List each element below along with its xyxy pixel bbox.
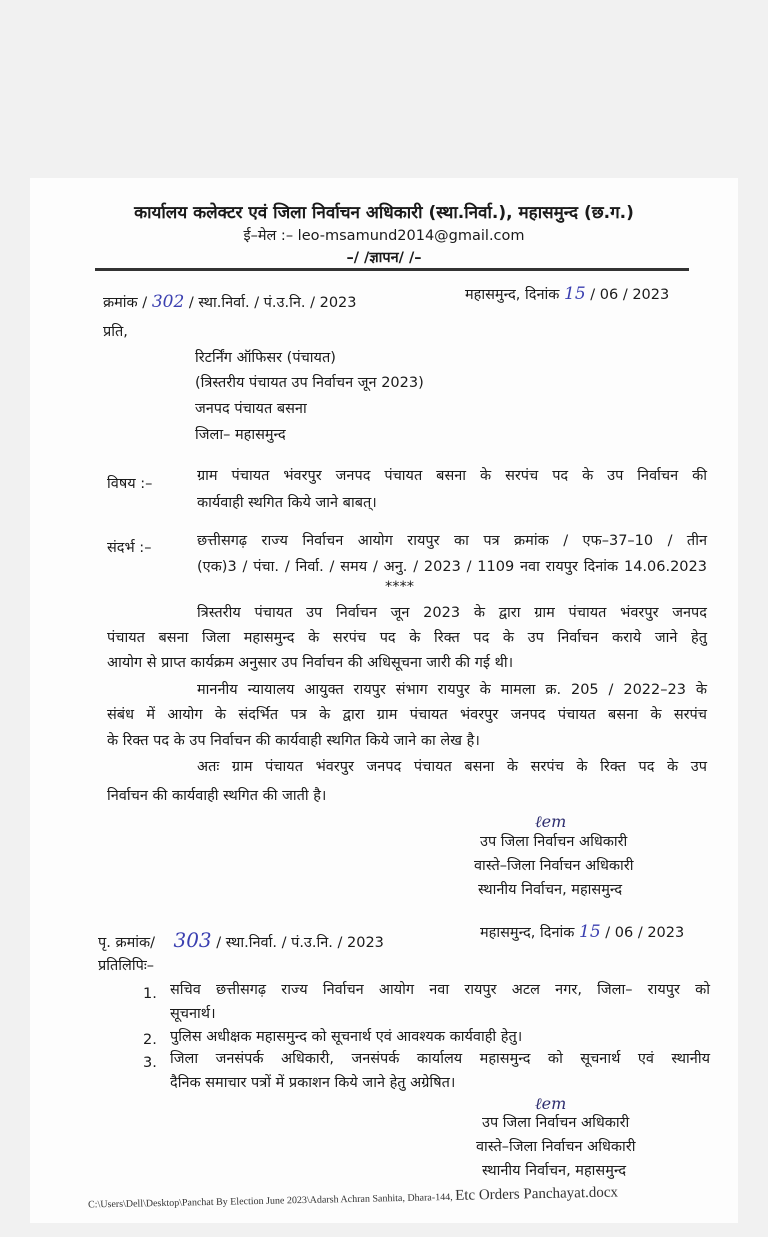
to-label: प्रति, [103,324,128,340]
signatory-title: उप जिला निर्वाचन अधिकारी [480,834,628,850]
memo-heading: –/ /ज्ञापन/ /– [346,250,422,266]
signature-scribble: ℓem [535,812,567,831]
separator: **** [385,579,414,595]
paragraph-3-line: अतः ग्राम पंचायत भंवरपुर जनपद पंचायत बसना के सरपंच के रिक्त पद के उप [197,759,707,775]
paragraph-2-line: माननीय न्यायालय आयुक्त रायपुर संभाग रायपुर के मामला क्र. 205 / 2022–23 के [197,682,707,698]
office-title: कार्यालय कलेक्टर एवं जिला निर्वाचन अधिकारी (स्था.निर्वा.), महासमुन्द (छ.ग.) [134,203,634,223]
reference-label: संदर्भ :– [107,540,152,556]
reference-line: छत्तीसगढ़ राज्य निर्वाचन आयोग रायपुर का पत्र क्रमांक / एफ–37–10 / तीन [197,533,707,549]
reference-number-2: पृ. क्रमांक/ 303 / स्था.निर्वा. / पं.उ.नि. / 2023 [98,928,384,952]
signature-scribble: ℓem [535,1094,567,1113]
signatory-title: वास्ते–जिला निर्वाचन अधिकारी [474,858,634,874]
copy-number: 3. [143,1055,157,1071]
paragraph-1-line: त्रिस्तरीय पंचायत उप निर्वाचन जून 2023 के द्वारा ग्राम पंचायत भंवरपुर जनपद [197,605,707,621]
paragraph-3-line: निर्वाचन की कार्यवाही स्थगित की जाती है। [107,788,327,804]
addressee-line: रिटर्निंग ऑफिसर (पंचायत) [195,350,336,366]
header-divider [95,268,689,271]
reference-line: (एक)3 / पंचा. / निर्वा. / समय / अनु. / 2023 / 1109 नवा रायपुर दिनांक 14.06.2023 [197,559,707,575]
subject-line: कार्यवाही स्थगित किये जाने बाबत्। [197,495,377,511]
paragraph-1-line: पंचायत बसना जिला महासमुन्द के सरपंच पद के रिक्त पद के उप निर्वाचन कराये जाने हेतु [107,630,707,646]
copy-item-line: दैनिक समाचार पत्रों में प्रकाशन किये जाने हेतु अग्रेषित। [170,1075,456,1091]
copy-item-line: सूचनार्थ। [170,1006,216,1022]
reference-number-1: क्रमांक / 302 / स्था.निर्वा. / पं.उ.नि. / 2023 [103,292,357,312]
addressee-line: जिला– महासमुन्द [195,427,286,443]
email-line: ई–मेल :– leo-msamund2014@gmail.com [243,228,525,244]
copy-item-line: सचिव छत्तीसगढ़ राज्य निर्वाचन आयोग नवा रायपुर अटल नगर, जिला– रायपुर को [170,982,710,998]
addressee-line: जनपद पंचायत बसना [195,401,307,417]
paragraph-1-line: आयोग से प्राप्त कार्यक्रम अनुसार उप निर्वाचन की अधिसूचना जारी की गई थी। [107,655,514,671]
copy-item-line: पुलिस अधीक्षक महासमुन्द को सूचनार्थ एवं आवश्यक कार्यवाही हेतु। [170,1029,523,1045]
copy-number: 1. [143,986,157,1002]
paragraph-2-line: संबंध में आयोग के संदर्भित पत्र के द्वारा ग्राम पंचायत भंवरपुर जनपद पंचायत बसना के सरपंच [107,707,707,723]
addressee-line: (त्रिस्तरीय पंचायत उप निर्वाचन जून 2023) [195,375,424,391]
signatory-title: उप जिला निर्वाचन अधिकारी [482,1115,630,1131]
copies-label: प्रतिलिपिः– [98,958,155,974]
signatory-title: स्थानीय निर्वाचन, महासमुन्द [482,1163,627,1179]
copy-item-line: जिला जनसंपर्क अधिकारी, जनसंपर्क कार्यालय महासमुन्द को सूचनार्थ एवं स्थानीय [170,1051,710,1067]
signatory-title: वास्ते–जिला निर्वाचन अधिकारी [476,1139,636,1155]
file-path-footer: C:\Users\Dell\Desktop\Panchat By Election June 2023\Adarsh Achran Sanhita, Dhara-144, Etc Orders Panchayat.docx [87,1184,619,1211]
date-2: महासमुन्द, दिनांक 15 / 06 / 2023 [480,922,685,942]
subject-line: ग्राम पंचायत भंवरपुर जनपद पंचायत बसना के सरपंच पद के उप निर्वाचन की [197,468,707,484]
date-1: महासमुन्द, दिनांक 15 / 06 / 2023 [465,284,670,304]
copy-number: 2. [143,1032,157,1048]
signatory-title: स्थानीय निर्वाचन, महासमुन्द [478,882,623,898]
subject-label: विषय :– [107,476,153,492]
paragraph-2-line: के रिक्त पद के उप निर्वाचन की कार्यवाही स्थगित किये जाने का लेख है। [107,733,480,749]
